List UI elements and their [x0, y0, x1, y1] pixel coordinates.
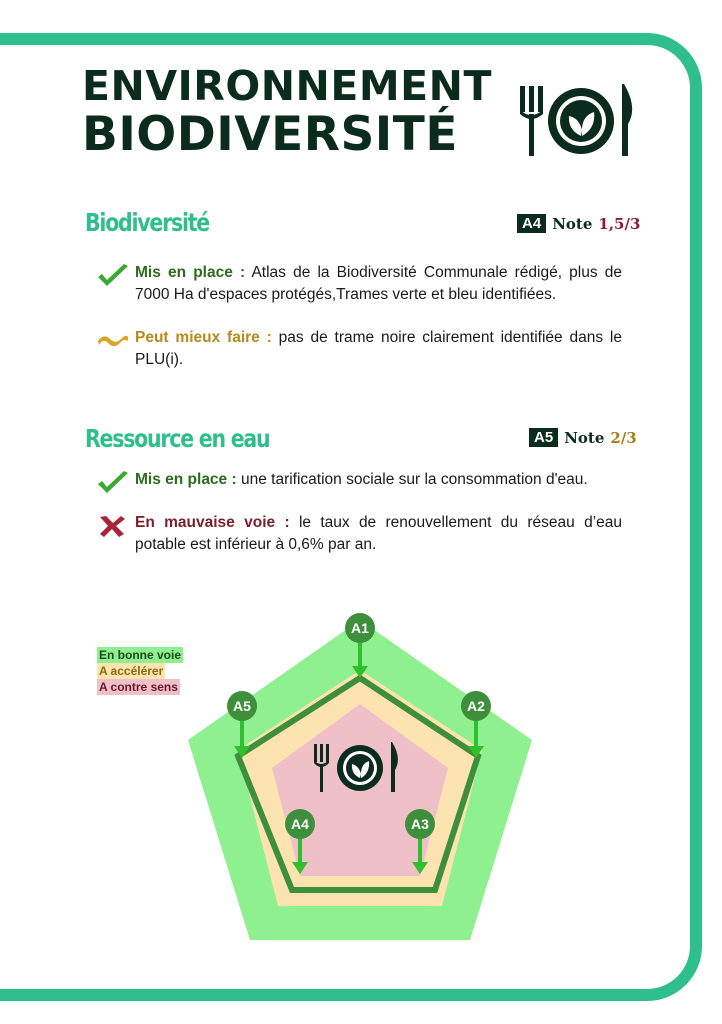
cross-icon: [96, 514, 130, 538]
section-title-ressource-eau: Ressource en eau: [85, 424, 270, 453]
radar-diagram: [180, 608, 540, 948]
axis-label-a4: A4: [291, 816, 309, 832]
axis-label-a5: A5: [233, 698, 251, 714]
legend-good: En bonne voie: [99, 648, 182, 662]
legend: [97, 647, 183, 695]
list-item: [98, 512, 622, 556]
title-line-1: ENVIRONNEMENT: [82, 62, 492, 110]
axis-label-a1: A1: [351, 620, 369, 636]
criterion-code: A5: [529, 428, 558, 447]
note-label: Note: [552, 214, 593, 233]
page-title: [82, 62, 492, 162]
status-label: En mauvaise voie :: [135, 514, 290, 531]
status-label: Mis en place :: [135, 471, 237, 488]
section-title-biodiversite: Biodiversité: [85, 208, 209, 237]
list-item: [98, 327, 622, 371]
list-item: [98, 262, 622, 306]
check-icon: [96, 264, 130, 288]
status-label: Mis en place :: [135, 264, 246, 281]
legend-wrong: A contre sens: [99, 680, 178, 694]
axis-label-a2: A2: [467, 698, 485, 714]
item-text: une tarification sociale sur la consommation d'eau.: [240, 471, 588, 488]
note-value: 2/3: [610, 428, 637, 447]
item-text: le taux de renouvellement du réseau d’eau potable est inférieur à 0,6% par an.: [135, 514, 623, 553]
criterion-code: A4: [517, 214, 546, 233]
check-icon: [96, 471, 130, 495]
item-text: pas de trame noire clairement identifiée dans le PLU(i).: [135, 329, 623, 368]
item-text: Atlas de la Biodiversité Communale rédigé, plus de 7000 Ha d'espaces protégés,Trames verte et bleu identifiées.: [135, 264, 622, 303]
title-line-2: BIODIVERSITÉ: [82, 107, 458, 162]
wave-icon: [96, 329, 130, 353]
axis-label-a3: A3: [411, 816, 429, 832]
status-label: Peut mieux faire :: [135, 329, 272, 346]
fork-plate-leaf-icon: [516, 78, 636, 160]
legend-accelerate: A accélérer: [99, 664, 164, 678]
note-value: 1,5/3: [598, 214, 641, 233]
note-badge-a4: [517, 214, 640, 233]
note-badge-a5: [529, 428, 637, 447]
list-item: [98, 469, 622, 491]
note-label: Note: [564, 428, 605, 447]
